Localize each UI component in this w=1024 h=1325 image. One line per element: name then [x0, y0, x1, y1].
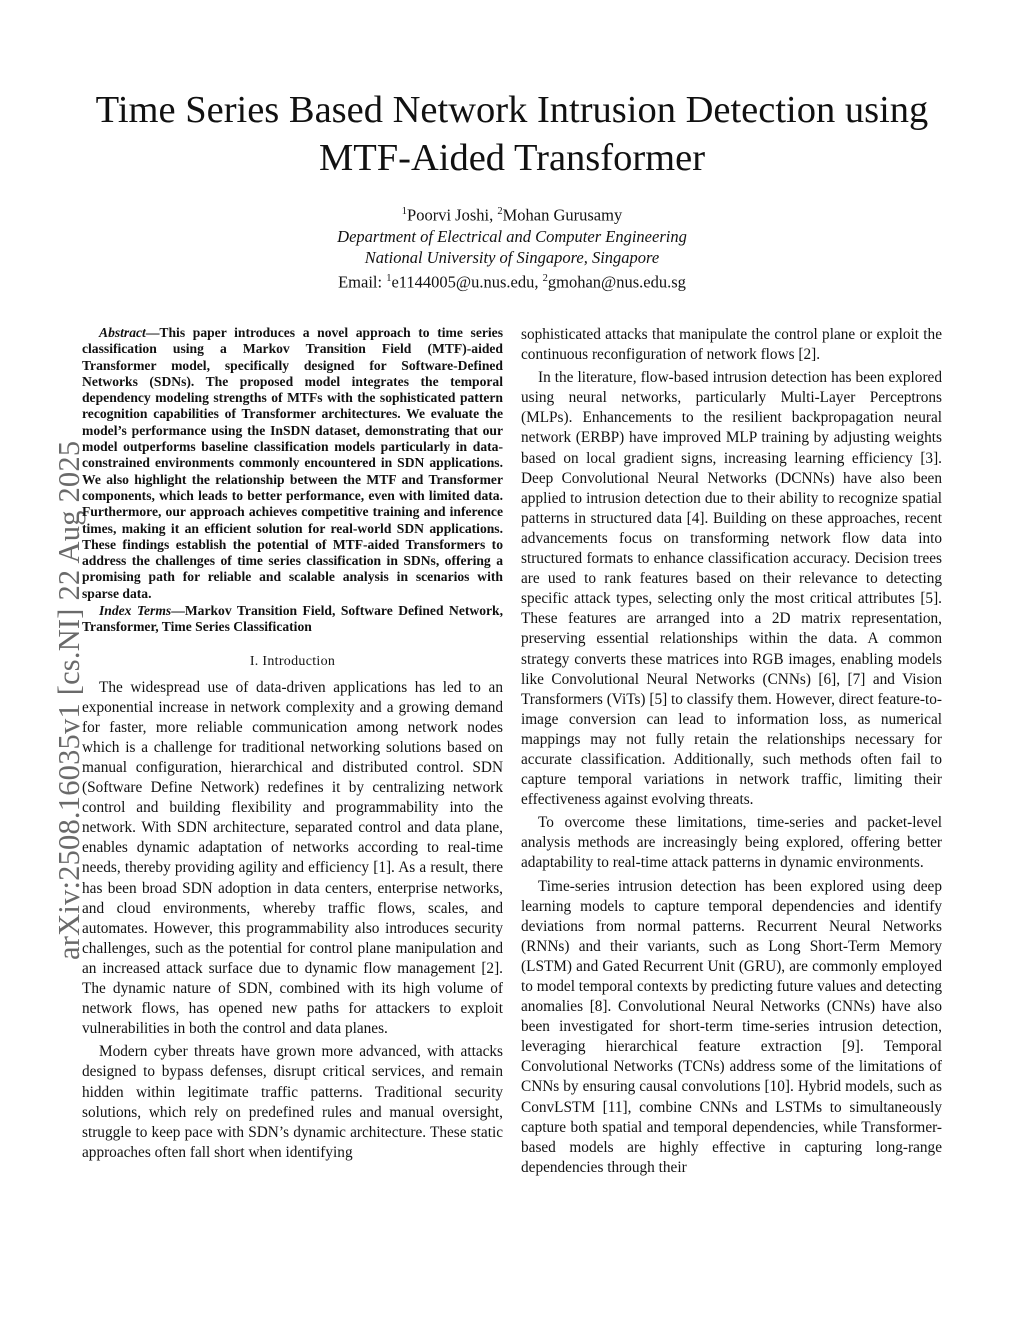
- intro-paragraph: In the literature, flow-based intrusion detection has been explored using neural networks, particularly Multi-Layer Perceptrons (MLPs). Enhancements to the resilient backpropagation neural network (ERBP) have improved MLP training by adjusting weights based on local gradient signs, increasing learning efficiency [3]. Deep Convolutional Neural Networks (DCNNs) have also been applied to intrusion detection due to their ability to recognize spatial patterns in structured data [4]. Building on these approaches, recent advancements focus on transforming network flow data into structured formats to enhance classification accuracy. Decision trees are used to rank features based on their relevance to detecting specific attack types, selecting only the most critical attributes [5]. These features are arranged into a 2D matrix representation, preserving essential relationships within the data. A common strategy converts these matrices into RGB images, enabling models like Convolutional Neural Networks (CNNs) [6], [7] and Vision Transformers (ViTs) [5] to classify them. However, direct feature-to-image conversion can lead to information loss, as numerical mappings may not fully retain the relationships necessary for accurate classification. Additionally, such methods often fail to capture temporal variations in network traffic, limiting their effectiveness against evolving threats.: [521, 369, 942, 809]
- intro-paragraph: The widespread use of data-driven applications has led to an exponential increase in network complexity and a growing demand for faster, more reliable communication among network nodes which is a challenge for traditional networking solutions based on manual configuration, hierarchical and distributed control. SDN (Software Define Network) redefines it by centralizing network control and building flexibility and programmability into the network. With SDN architecture, separated control and data plane, enables dynamic adaptation of networks according to real-time needs, thereby providing agility and efficiency [1]. As a result, there has been broad SDN adoption in data centers, enterprise networks, and cloud environments, whereby traffic flows, scales, and automates. However, this programmability also introduces security challenges, such as the potential for control plane manipulation and an increased attack surface due to dynamic flow management [2]. The dynamic nature of SDN, combined with its high volume of network flows, has opened new paths for attackers to exploit vulnerabilities in both the control and data planes.: [82, 678, 503, 1038]
- intro-paragraph: sophisticated attacks that manipulate the control plane or exploit the continuous reconfiguration of network flows [2].: [521, 326, 942, 364]
- author2-superscript: 2: [497, 206, 503, 217]
- university: National University of Singapore, Singapore: [364, 247, 660, 267]
- author1-name: Poorvi Joshi,: [407, 205, 498, 225]
- index-terms: [82, 603, 503, 636]
- email-line: [60, 268, 964, 293]
- email1: e1144005@u.nus.edu,: [391, 272, 543, 291]
- abstract-label: Abstract: [99, 325, 146, 340]
- section-heading-introduction: I. Introduction: [249, 653, 336, 669]
- email2-superscript: 2: [542, 272, 548, 284]
- intro-paragraph: Modern cyber threats have grown more advanced, with attacks designed to bypass defenses, disrupt critical services, and remain hidden within legitimate traffic patterns. Traditional security solutions, which rely on predefined rules and manual oversight, struggle to keep pace with SDN’s dynamic architecture. These static approaches often fall short when identifying: [82, 1043, 503, 1161]
- abstract-text: —This paper introduces a novel approach to time series classification using a Markov Transition Field (MTF)-aided Transformer model, specifically designed for Software-Defined Networks (SDNs). The proposed model integrates the temporal dependency modeling strengths of MTFs with the sophisticated pattern recognition capabilities of Transformer architectures. We evaluate the model’s performance using the InSDN dataset, demonstrating that our model outperforms baseline classification models particularly in data-constrained environments commonly encountered in SDN applications. We also highlight the relationship between the MTF and Transformer components, which leads to better performance, even with limited data. Furthermore, our approach achieves competitive training and inference times, making it an efficient solution for real-world SDN applications. These findings establish the potential of MTF-aided Transformers to address the challenges of time series classification in SDNs, offering a promising path for reliable and scalable analysis in scenarios with sparse data.: [82, 325, 503, 601]
- author-names: [60, 201, 964, 226]
- author-block: [60, 201, 964, 292]
- right-column: [521, 325, 942, 1178]
- abstract: [82, 325, 503, 602]
- index-terms-text: —Markov Transition Field, Software Defined Network, Transformer, Time Series Classification: [82, 603, 503, 635]
- department: Department of Electrical and Computer Engineering: [337, 226, 687, 246]
- intro-paragraph: To overcome these limitations, time-series and packet-level analysis methods are increasingly being explored, offering better adaptability to real-time attack patterns in dynamic environments.: [521, 814, 942, 872]
- left-column: [82, 325, 503, 1163]
- email2: gmohan@nus.edu.sg: [547, 272, 686, 291]
- email-label: Email:: [338, 272, 387, 291]
- arxiv-stamp: arXiv:2508.16035v1 [cs.NI] 22 Aug 2025: [52, 440, 86, 960]
- intro-paragraph: Time-series intrusion detection has been explored using deep learning models to capture temporal dependencies and identify deviations from normal patterns. Recurrent Neural Networks (RNNs) and their variants, such as Long Short-Term Memory (LSTM) and Gated Recurrent Unit (GRU), are commonly employed to model temporal contexts by predicting future values and detecting anomalies [8]. Convolutional Neural Networks (CNNs) have also been investigated for short-term time-series intrusion detection, leveraging hierarchical feature extraction [9]. Temporal Convolutional Networks (TCNs) address some of the limitations of CNNs by ensuring causal convolutions [10]. Hybrid models, such as ConvLSTM [11], combine CNNs and LSTMs to simultaneously capture both spatial and temporal dependencies, while Transformer-based models are highly effective in capturing long-range dependencies through their: [521, 877, 942, 1176]
- paper-title: Time Series Based Network Intrusion Detection using MTF-Aided Transformer: [95, 89, 929, 179]
- index-terms-label: Index Terms: [99, 603, 172, 619]
- author1-superscript: 1: [401, 206, 408, 217]
- author2-name: Mohan Gurusamy: [502, 205, 623, 225]
- email1-superscript: 1: [386, 272, 392, 284]
